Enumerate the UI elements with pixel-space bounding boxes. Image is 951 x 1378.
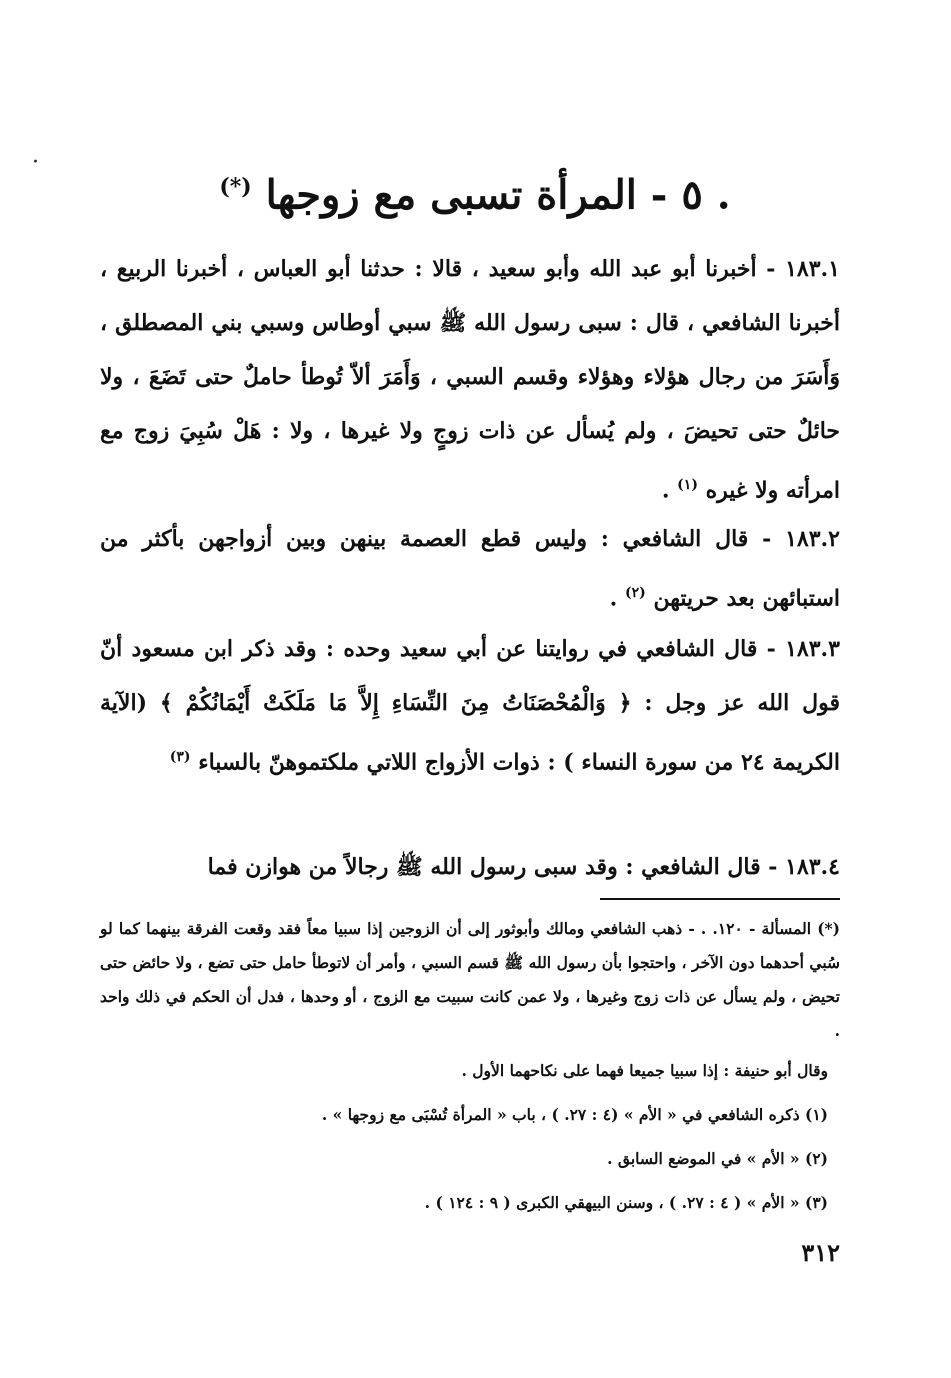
page-number: ٣١٢ <box>801 1238 840 1267</box>
paragraph-tail: . <box>661 477 670 504</box>
footnote-marker: (٣) <box>169 749 191 765</box>
footnote-ref-3: (٣) « الأم » ( ٤ : ٢٧. ) ، وسنن البيهقي الكبرى ( ٩ : ١٢٤ ) . <box>424 1193 828 1212</box>
paragraph-text: ١٨٣.٤ - قال الشافعي : وقد سبى رسول الله ﷺ رجالاً من هوازن فما <box>207 854 840 880</box>
paragraph-183-1 <box>100 242 840 517</box>
stray-mark: · <box>32 150 39 175</box>
paragraph-text: ١٨٣.١ - أخبرنا أبو عبد الله وأبو سعيد ، قالا : حدثنا أبو العباس ، أخبرنا الربيع ، أخبرنا الشافعي ، قال : سبى رسول الله ﷺ سبي أوطاس وسبي بني المصطلق ، وَأَسَرَ من رجال هؤلاء وهؤلاء وقسم السبي ، وَأَمَرَ ألاّ تُوطأ حاملٌ حتى تَضَعَ ، ولا حائلٌ حتى تحيضَ ، ولم يُسأل عن ذات زوجٍ ولا غيرها ، ولا : هَلْ سُبِيَ زوج مع امرأته ولا غيره <box>100 256 840 504</box>
footnote-main: (*) المسألة - ١٢٠. . - ذهب الشافعي ومالك وأبوثور إلى أن الزوجين إذا سبيا معاً فقد وقعت الفرقة بينهما كما لو سُبي أحدهما دون الآخر ، واحتجوا بأن رسول الله ﷺ قسم السبي ، وأمر أن لاتوطأ حامل حتى تضع ، ولا حائض حتى تحيض ، ولم يسأل عن ذات زوج وغيرها ، ولا عمن كانت سبيت مع الزوج ، أو وحدها ، فدل أن الحكم في ذلك واحد . <box>100 919 840 1040</box>
paragraph-text: ١٨٣.٢ - قال الشافعي : وليس قطع العصمة بينهن وبين أزواجهن بأكثر من استبائهن بعد حريتهن <box>100 526 840 612</box>
paragraph-text: ١٨٣.٣ - قال الشافعي في روايتنا عن أبي سعيد وحده : وقد ذكر ابن مسعود أنّ قول الله عز وجل : ﴿ وَالْمُحْصَنَاتُ مِنَ النِّسَاءِ إِلاَّ مَا مَلَكَتْ أَيْمَانُكُمْ ﴾ (الآية الكريمة ٢٤ من سورة النساء ) : ذوات الأزواج اللاتي ملكتموهنّ بالسباء <box>100 636 840 776</box>
footnote-marker: (٢) <box>625 585 646 601</box>
footnotes <box>100 912 840 1220</box>
chapter-title-marker: (*) <box>219 173 252 200</box>
chapter-title-text: . ٥ - المرأة تسبى مع زوجها <box>265 171 731 219</box>
footnote-hanafi: وقال أبو حنيفة : إذا سبيا جميعا فهما على نكاحهما الأول . <box>461 1061 828 1080</box>
paragraph-183-3 <box>100 622 840 789</box>
footnote-separator <box>600 898 840 900</box>
chapter-title <box>100 155 850 227</box>
footnote-ref-1: (١) ذكره الشافعي في « الأم » (٤ : ٢٧. ) ، باب « المرأة تُسْبَى مع زوجها » . <box>321 1105 828 1124</box>
footnote-marker: (١) <box>677 477 698 493</box>
paragraph-183-2 <box>100 512 840 625</box>
paragraph-183-4 <box>100 840 840 894</box>
footnote-ref-2: (٢) « الأم » في الموضع السابق . <box>607 1149 828 1168</box>
paragraph-tail: . <box>609 585 618 612</box>
